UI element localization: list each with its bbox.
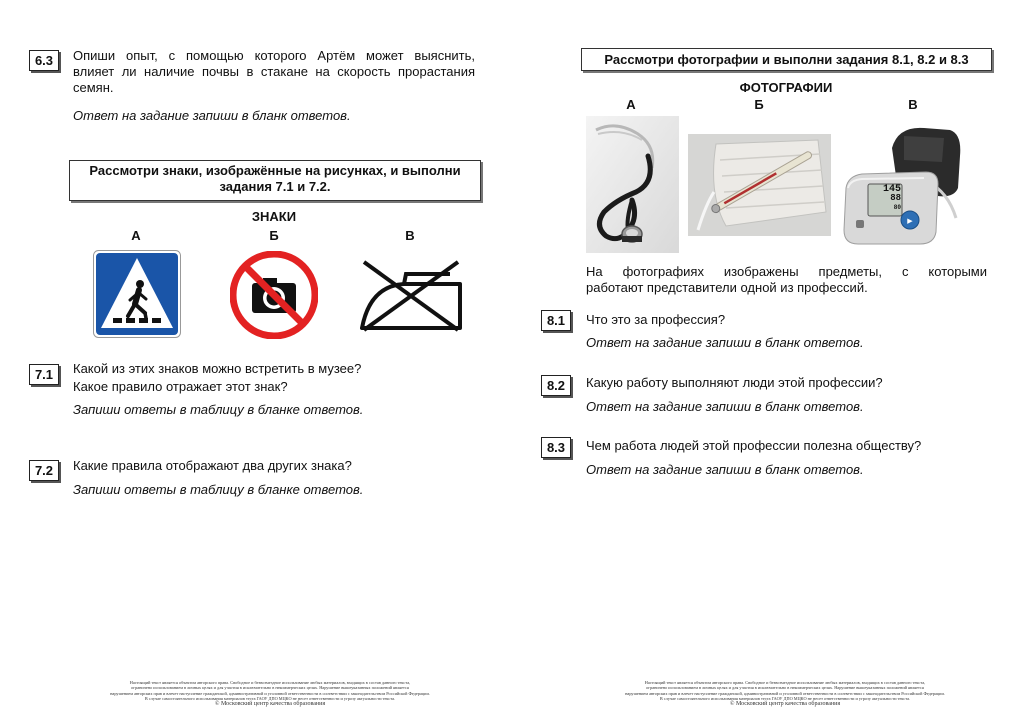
task-6-3-line1: Опиши опыт, с помощью которого Артём может выяснить, (73, 48, 475, 63)
photo-label-c: В (908, 97, 918, 112)
left-footer-line4: В случае самостоятельного использования материалов теста ГАОУ ДПО МЦКО не несет ответственности и угрозу актуальности текста. (144, 695, 396, 701)
signs-instruction-line2: задания 7.1 и 7.2. (219, 179, 331, 194)
task-8-2-number: 8.2 (541, 375, 571, 396)
photos-intro-line1: На фотографиях изображены предметы, с которыми (586, 264, 987, 279)
do-not-iron-sign-icon (358, 258, 464, 333)
monitor-diastolic: 88 (890, 193, 901, 203)
task-8-3-number: 8.3 (541, 437, 571, 458)
task-8-3-answer-note: Ответ на задание запиши в бланк ответов. (586, 462, 864, 477)
thermometer-and-mask-photo (688, 134, 831, 236)
photos-intro-line2: работают представители одной из профессий. (586, 280, 868, 295)
photo-label-a: А (626, 97, 636, 112)
task-7-1-number: 7.1 (29, 364, 59, 385)
right-footer (575, 680, 995, 708)
monitor-systolic: 145 (882, 184, 901, 195)
task-7-1-line2: Какое правило отражает этот знак? (73, 379, 288, 394)
task-6-3-answer-note: Ответ на задание запиши в бланк ответов. (73, 108, 351, 123)
task-8-2-answer-note: Ответ на задание запиши в бланк ответов. (586, 399, 864, 414)
photos-instruction-box: Рассмотри фотографии и выполни задания 8.1, 8.2 и 8.3 (581, 48, 992, 71)
stethoscope-photo (586, 116, 679, 253)
pedestrian-crossing-sign-icon (93, 250, 181, 338)
photos-title: ФОТОГРАФИИ (739, 80, 833, 95)
right-footer-line2: ограничено использованием в личных целях и для участия в исключительно в некоммерческих целях. Нарушение вышеуказанных положений является (646, 685, 924, 691)
task-6-3-number: 6.3 (29, 50, 59, 71)
left-footer-line2: ограничено использованием в личных целях и для участия в исключительно в некоммерческих целях. Нарушение вышеуказанных положений является (131, 685, 409, 691)
left-footer-line1: Настоящий текст является объектом авторского права. Свободное и безвозмездное использование любых материалов, входящих в состав данного текста, (129, 680, 411, 685)
task-8-3-question: Чем работа людей этой профессии полезна обществу? (586, 438, 922, 453)
task-7-1-answer-note: Запиши ответы в таблицу в бланке ответов. (73, 402, 364, 417)
left-footer-line3: нарушением авторских прав и влечет наступление гражданской, административной и уголовной ответственности в соответствии с законодательством Российской Федерации. (110, 690, 430, 696)
no-photography-sign-icon (230, 251, 318, 339)
left-footer (60, 680, 480, 708)
task-8-1-question: Что это за профессия? (586, 312, 726, 327)
left-footer-copyright: © Московский центр качества образования (214, 701, 326, 708)
sign-label-a: А (131, 228, 141, 243)
sign-label-c: В (405, 228, 415, 243)
sign-label-b: Б (269, 228, 279, 243)
signs-instruction-box (69, 160, 481, 201)
task-8-1-number: 8.1 (541, 310, 571, 331)
photo-label-b: Б (754, 97, 764, 112)
right-footer-line3: нарушением авторских прав и влечет наступление гражданской, административной и уголовной ответственности в соответствии с законодательством Российской Федерации. (625, 690, 945, 696)
right-footer-copyright: © Московский центр качества образования (729, 701, 841, 708)
svg-text:▶: ▶ (907, 218, 913, 225)
right-footer-line1: Настоящий текст является объектом авторского права. Свободное и безвозмездное использование любых материалов, входящих в состав данного текста, (644, 680, 926, 685)
blood-pressure-monitor-photo (838, 122, 966, 248)
right-footer-line4: В случае самостоятельного использования материалов теста ГАОУ ДПО МЦКО не несет ответственности и угрозу актуальности текста. (659, 695, 911, 701)
task-7-1-line1: Какой из этих знаков можно встретить в музее? (73, 361, 362, 376)
task-7-2-number: 7.2 (29, 460, 59, 481)
signs-instruction-line1: Рассмотри знаки, изображённые на рисунках, и выполни (89, 163, 461, 178)
task-7-2-answer-note: Запиши ответы в таблицу в бланке ответов. (73, 482, 364, 497)
monitor-readout (869, 185, 901, 212)
signs-title: ЗНАКИ (251, 209, 297, 224)
task-8-1-answer-note: Ответ на задание запиши в бланк ответов. (586, 335, 864, 350)
task-6-3-line2: влияет ли наличие почвы в стакане на скорость прорастания (73, 64, 475, 79)
monitor-pulse: 80 (893, 204, 901, 211)
task-6-3-line3: семян. (73, 80, 114, 95)
task-7-2-line1: Какие правила отображают два других знака? (73, 458, 352, 473)
task-8-2-question: Какую работу выполняют люди этой профессии? (586, 375, 883, 390)
